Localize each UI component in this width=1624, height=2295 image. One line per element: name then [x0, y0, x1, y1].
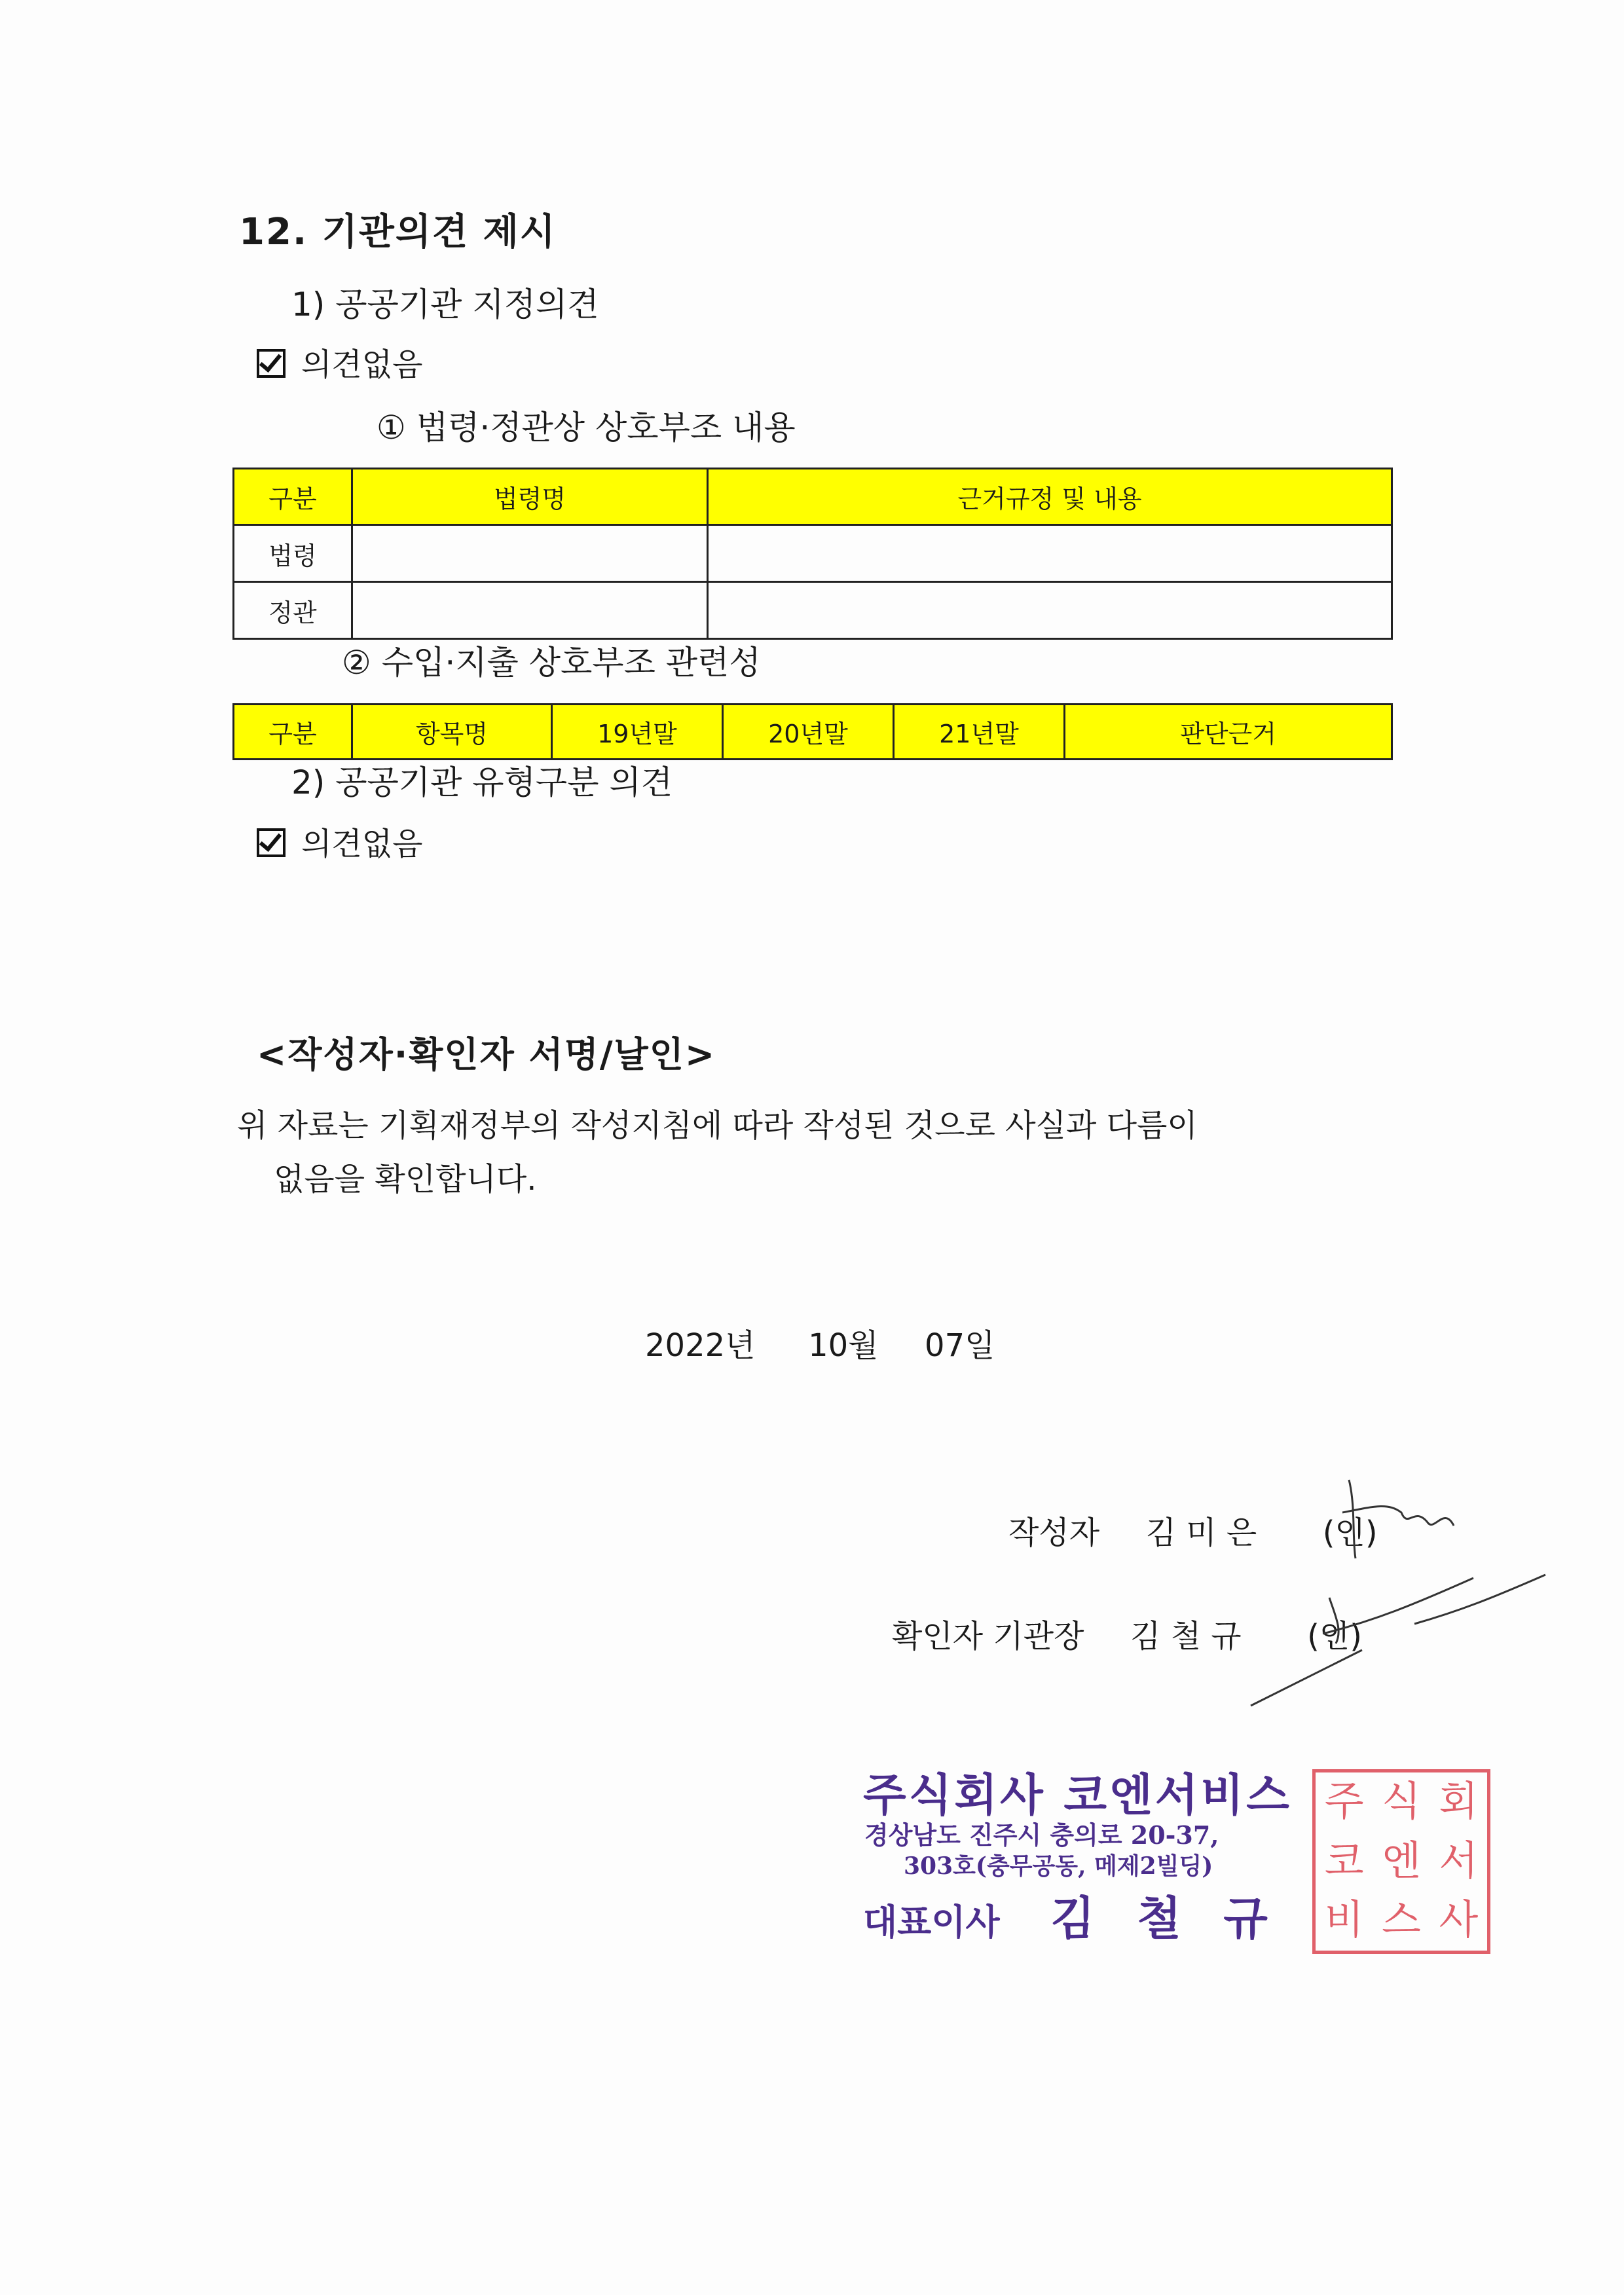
- seal-char: 엔: [1382, 1836, 1421, 1884]
- writer-name: 김 미 은: [1145, 1515, 1257, 1551]
- sub2-title: 2) 공공기관 유형구분 의견: [291, 763, 673, 801]
- table-cell: [708, 525, 1392, 582]
- company-stamp-ceo-name: 김 철 규: [1050, 1891, 1281, 1945]
- item2-title: ② 수입·지출 상호부조 관련성: [342, 644, 761, 682]
- table-cell: 정관: [234, 582, 352, 639]
- table-header-cell: 구분: [234, 469, 352, 525]
- confirmer-role: 확인자 기관장: [892, 1618, 1084, 1655]
- seal-char: 주: [1324, 1777, 1364, 1825]
- sign-section-title: <작성자·확인자 서명/날인>: [257, 1034, 716, 1075]
- table-header-cell: 항목명: [352, 705, 552, 760]
- table-header-cell: 판단근거: [1065, 705, 1392, 760]
- section-title: 12. 기관의견 제시: [239, 211, 557, 253]
- table-mutual-aid-content: [232, 468, 1393, 640]
- company-stamp-name: 주식회사 코엔서비스: [863, 1769, 1292, 1822]
- sub1-check-row: [257, 339, 422, 384]
- sub2-check-label: 의견없음: [301, 826, 423, 862]
- table-header-cell: 법령명: [352, 469, 708, 525]
- confirmer-name: 김 철 규: [1130, 1618, 1242, 1655]
- confirm-text-line2: 없음을 확인합니다.: [274, 1161, 537, 1198]
- seal-char: 사: [1439, 1896, 1479, 1944]
- table-header-cell: 구분: [234, 705, 352, 760]
- table-header-cell: 21년말: [894, 705, 1065, 760]
- seal-char: 식: [1382, 1777, 1421, 1825]
- table-cell: [708, 582, 1392, 639]
- table-header-cell: 20년말: [723, 705, 894, 760]
- confirmer-signature: [1244, 1558, 1559, 1709]
- writer-role: 작성자: [1008, 1515, 1100, 1551]
- date-year: 2022년: [645, 1327, 756, 1364]
- table-header-row: [234, 705, 1392, 760]
- table-income-expense: [232, 703, 1393, 760]
- sub2-check-row: [257, 818, 422, 864]
- company-stamp-ceo-title: 대표이사: [863, 1901, 1000, 1943]
- checkbox-checked-icon[interactable]: [257, 828, 286, 857]
- seal-char: 비: [1324, 1896, 1364, 1944]
- table-cell: [352, 525, 708, 582]
- company-stamp-address1: 경상남도 진주시 충의로 20-37,: [864, 1820, 1219, 1850]
- seal-char: 스: [1382, 1896, 1421, 1944]
- confirmer-seal-mark: (인): [1307, 1618, 1362, 1655]
- table-row: [234, 525, 1392, 582]
- date-day: 07일: [925, 1327, 995, 1364]
- confirm-text-line1: 위 자료는 기획재정부의 작성지침에 따라 작성된 것으로 사실과 다름이: [237, 1107, 1198, 1144]
- company-stamp-ceo: [863, 1882, 1281, 1948]
- table-row: [234, 582, 1392, 639]
- table-cell: 법령: [234, 525, 352, 582]
- seal-char: 회: [1439, 1777, 1479, 1825]
- table-cell: [352, 582, 708, 639]
- sub1-title: 1) 공공기관 지정의견: [291, 285, 599, 323]
- writer-seal-mark: (인): [1322, 1515, 1378, 1551]
- sub1-check-label: 의견없음: [301, 346, 423, 383]
- writer-row: [1008, 1507, 1378, 1552]
- item1-title: ① 법령·정관상 상호부조 내용: [377, 409, 796, 447]
- table-header-cell: 근거규정 및 내용: [708, 469, 1392, 525]
- checkbox-checked-icon[interactable]: [257, 349, 286, 378]
- date-month: 10월: [808, 1327, 879, 1364]
- seal-char: 서: [1439, 1836, 1479, 1884]
- writer-signature: [1336, 1467, 1460, 1571]
- table-header-cell: 19년말: [552, 705, 723, 760]
- date: [645, 1320, 995, 1365]
- company-seal: [1312, 1769, 1490, 1954]
- seal-char: 코: [1324, 1836, 1364, 1884]
- company-stamp-address2: 303호(충무공동, 메제2빌딩): [904, 1852, 1213, 1880]
- table-header-row: [234, 469, 1392, 525]
